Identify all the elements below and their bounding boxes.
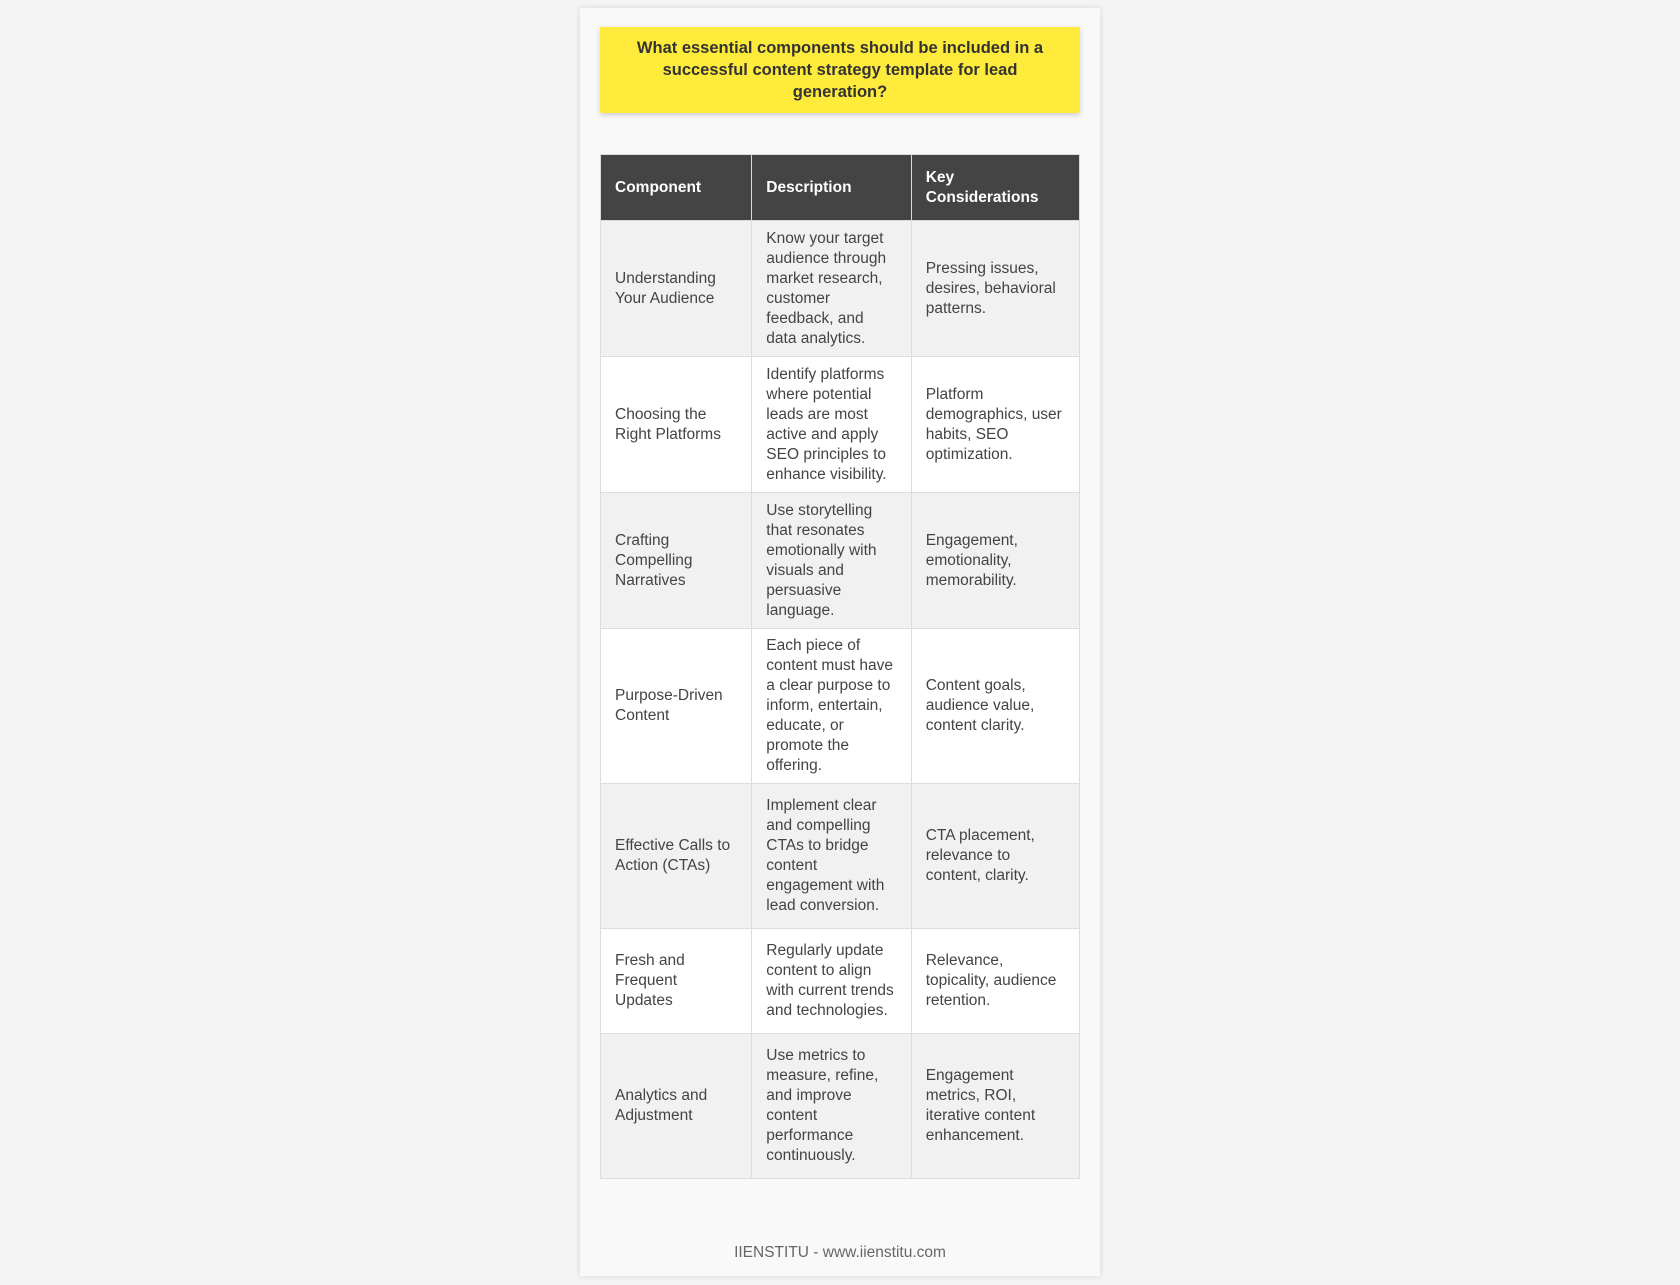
table-header-row [601,155,1080,221]
title-banner [600,27,1080,113]
cell-considerations: CTA placement, relevance to content, clarity. [911,784,1079,929]
table-row [601,929,1080,1034]
footer-credit: IIENSTITU - www.iienstitu.com [734,1244,946,1261]
cell-component: Effective Calls to Action (CTAs) [601,784,752,929]
cell-considerations: Content goals, audience value, content clarity. [911,629,1079,784]
cell-component: Choosing the Right Platforms [601,357,752,493]
table-row [601,493,1080,629]
cell-component: Analytics and Adjustment [601,1034,752,1179]
cell-component: Fresh and Frequent Updates [601,929,752,1034]
cell-component: Crafting Compelling Narratives [601,493,752,629]
cell-considerations: Engagement metrics, ROI, iterative content enhancement. [911,1034,1079,1179]
cell-description: Implement clear and compelling CTAs to bridge content engagement with lead conversion. [752,784,911,929]
table-row [601,221,1080,357]
cell-considerations: Pressing issues, desires, behavioral patterns. [911,221,1079,357]
cell-component: Understanding Your Audience [601,221,752,357]
table-row [601,357,1080,493]
cell-description: Know your target audience through market research, customer feedback, and data analytics. [752,221,911,357]
header-key-considerations: Key Considerations [911,155,1079,221]
cell-description: Each piece of content must have a clear purpose to inform, entertain, educate, or promote the offering. [752,629,911,784]
cell-description: Identify platforms where potential leads are most active and apply SEO principles to enhance visibility. [752,357,911,493]
cell-considerations: Platform demographics, user habits, SEO optimization. [911,357,1079,493]
strategy-table [600,154,1080,1179]
cell-considerations: Relevance, topicality, audience retention. [911,929,1079,1034]
table-row [601,1034,1080,1179]
page-title: What essential components should be included in a successful content strategy template for lead generation? [636,39,1044,101]
header-description: Description [752,155,911,221]
cell-description: Use storytelling that resonates emotionally with visuals and persuasive language. [752,493,911,629]
cell-description: Regularly update content to align with current trends and technologies. [752,929,911,1034]
content-card [580,8,1100,1276]
cell-component: Purpose-Driven Content [601,629,752,784]
cell-considerations: Engagement, emotionality, memorability. [911,493,1079,629]
cell-description: Use metrics to measure, refine, and improve content performance continuously. [752,1034,911,1179]
header-component: Component [601,155,752,221]
table-row [601,784,1080,929]
table-row [601,629,1080,784]
